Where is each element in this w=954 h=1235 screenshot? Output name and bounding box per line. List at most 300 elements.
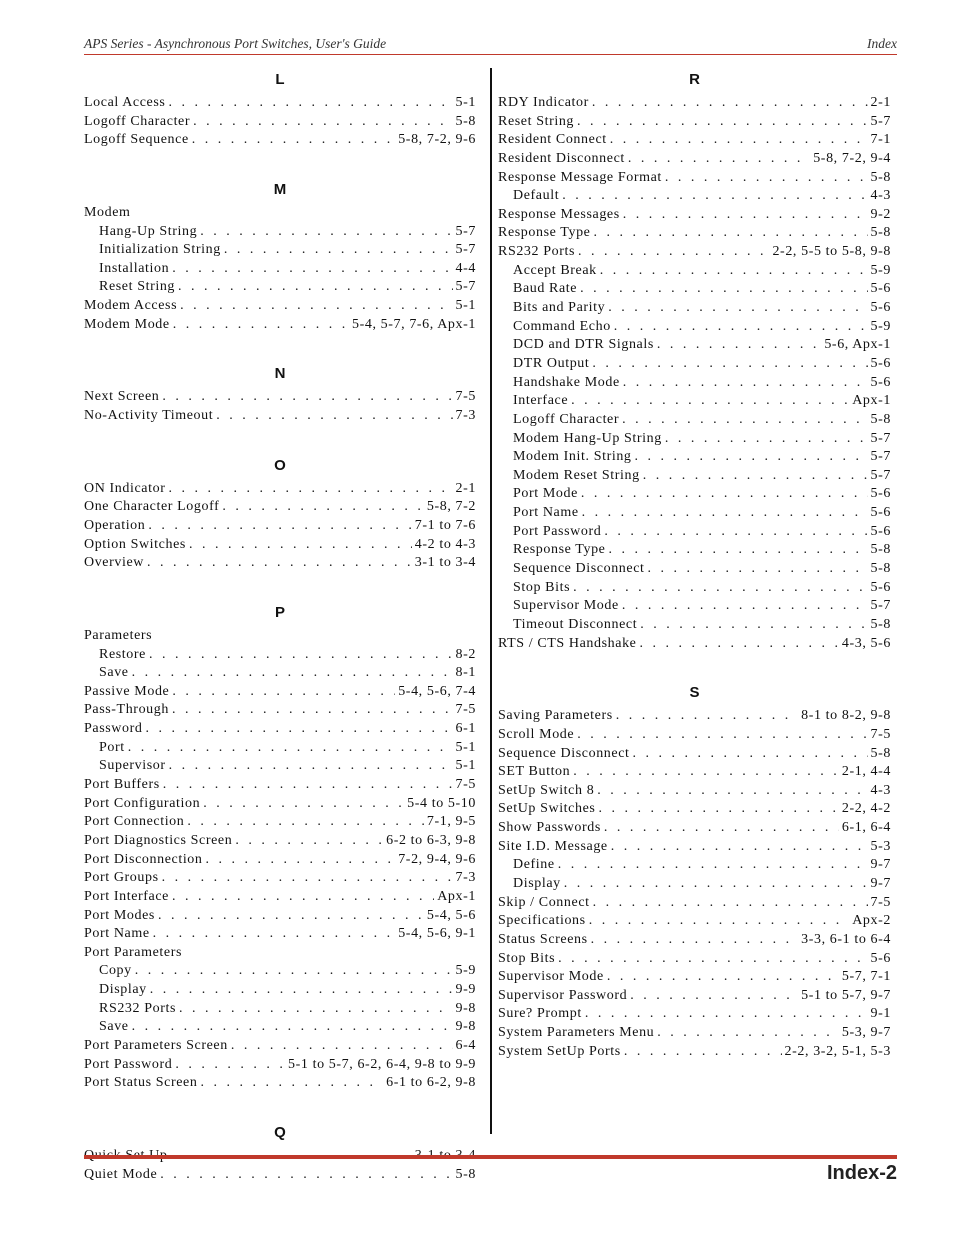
index-entry [498, 169, 891, 188]
dot-leader [607, 968, 839, 987]
index-entry [84, 480, 476, 499]
dot-leader [640, 635, 839, 654]
index-entry [498, 819, 891, 838]
dot-leader [628, 150, 810, 169]
entry-term: Port Connection [84, 814, 185, 830]
entry-pages: 5-6 [870, 505, 891, 521]
dot-leader [611, 838, 868, 857]
entry-term: Supervisor Mode [513, 598, 619, 614]
entry-pages: 4-2 to 4-3 [414, 536, 476, 552]
entry-term: DTR Output [513, 355, 590, 371]
index-subentry [84, 223, 476, 242]
section-letter: N [274, 365, 286, 383]
index-entry [84, 851, 476, 870]
index-entry [84, 131, 476, 150]
dot-leader [598, 800, 838, 819]
entry-pages: 7-5 [455, 702, 476, 718]
entry-term: Command Echo [513, 318, 611, 334]
index-column-left [84, 68, 476, 1184]
entry-pages: 3-1 to 3-4 [414, 555, 476, 571]
dot-leader [132, 1018, 453, 1037]
entry-term: Reset String [99, 279, 176, 295]
entry-term: Supervisor Mode [498, 969, 604, 985]
dot-leader [148, 517, 411, 536]
dot-leader [162, 869, 453, 888]
entry-pages: 5-8, 7-2, 9-6 [398, 132, 476, 148]
entry-pages: 5-4, 5-6 [426, 907, 476, 923]
entry-pages: 5-8, 7-2, 9-4 [813, 150, 891, 166]
section-letter: P [274, 603, 285, 621]
dot-leader [657, 1024, 839, 1043]
entry-term: SetUp Switches [498, 801, 596, 817]
entry-term: Status Screens [498, 931, 588, 947]
entry-term: Logoff Sequence [84, 132, 189, 148]
dot-leader [577, 113, 868, 132]
entry-term: Baud Rate [513, 281, 578, 297]
index-entry [498, 94, 891, 113]
dot-leader [153, 925, 396, 944]
entry-pages: 2-1 [870, 95, 891, 110]
entry-term: Interface [513, 393, 569, 409]
index-entry [84, 498, 476, 517]
dot-leader [616, 707, 798, 726]
entry-pages: 5-1 [455, 298, 476, 314]
entry-term: Sequence Disconnect [513, 561, 645, 577]
dot-leader [581, 485, 868, 504]
index-entry [498, 131, 891, 150]
entry-pages: 5-4 to 5-10 [407, 795, 476, 811]
entry-pages: 5-8 [455, 113, 476, 129]
entry-pages: 5-7, 7-1 [841, 969, 891, 985]
dot-leader [160, 1166, 452, 1185]
entry-pages: 5-8 [870, 225, 891, 241]
entry-pages: 5-1 [455, 758, 476, 774]
section-gap [84, 1093, 476, 1121]
dot-leader [235, 832, 383, 851]
entry-pages: 4-3 [870, 188, 891, 204]
entry-term: Port Interface [84, 888, 169, 904]
entry-pages: 5-8 [870, 169, 891, 185]
entry-term: Password [84, 721, 143, 737]
dot-leader [134, 204, 473, 223]
entry-term: Modem Access [84, 298, 178, 314]
dot-leader [571, 392, 849, 411]
index-subentry [498, 187, 891, 206]
index-entry [498, 635, 891, 654]
entry-term: Default [513, 188, 560, 204]
entry-term: Overview [84, 555, 145, 571]
index-subentry [84, 260, 476, 279]
dot-leader [200, 223, 452, 242]
entry-pages: 5-8 [870, 745, 891, 761]
index-entry [498, 950, 891, 969]
section-letter: R [689, 71, 700, 88]
entry-pages: 4-3, 5-6 [841, 635, 891, 651]
dot-leader [622, 597, 868, 616]
dot-leader [169, 757, 453, 776]
entry-pages: 5-1 to 5-7, 9-7 [801, 987, 891, 1003]
index-entry [498, 931, 891, 950]
page-number: Index-2 [826, 1162, 897, 1184]
index-entry [498, 745, 891, 764]
index-entry [84, 1037, 476, 1056]
dot-leader [600, 262, 868, 281]
entry-pages: 5-6 [870, 579, 891, 595]
entry-pages: 8-1 [455, 665, 476, 681]
entry-pages: 5-1 [455, 739, 476, 755]
index-entry [84, 869, 476, 888]
entry-pages: 5-7 [455, 242, 476, 258]
entry-term: Modem Init. String [513, 449, 632, 465]
index-entry [84, 907, 476, 926]
index-entry [84, 627, 476, 646]
index-entry [84, 776, 476, 795]
dot-leader [604, 819, 839, 838]
index-entry [84, 925, 476, 944]
entry-pages: 5-7 [870, 113, 891, 129]
entry-term: Supervisor Password [498, 987, 628, 1003]
dot-leader [175, 1056, 285, 1075]
footer-rule [84, 1155, 897, 1159]
entry-term: Port Configuration [84, 795, 201, 811]
entry-term: Modem [84, 204, 131, 220]
entry-term: Stop Bits [498, 950, 556, 966]
section-gap [84, 334, 476, 362]
entry-term: Passive Mode [84, 683, 170, 699]
entry-pages: 5-6 [870, 523, 891, 539]
page-header [84, 36, 897, 54]
index-subentry [498, 579, 891, 598]
entry-term: Stop Bits [513, 579, 571, 595]
entry-pages: 5-7 [455, 223, 476, 239]
column-divider [490, 68, 492, 1134]
entry-term: Resident Disconnect [498, 150, 625, 166]
entry-pages: 7-3 [455, 408, 476, 424]
entry-term: Port Name [84, 926, 150, 942]
entry-term: Port Disconnection [84, 851, 203, 867]
entry-pages: 7-1, 9-5 [426, 814, 476, 830]
entry-pages: 5-6 [870, 281, 891, 297]
entry-term: Scroll Mode [498, 726, 575, 742]
entry-term: Port [99, 739, 125, 755]
index-entry [498, 150, 891, 169]
dot-leader [150, 981, 453, 1000]
entry-pages: 5-4, 5-6, 7-4 [398, 683, 476, 699]
entry-term: RS232 Ports [498, 244, 576, 260]
dot-leader [158, 907, 424, 926]
entry-pages: 9-8 [455, 1019, 476, 1035]
dot-leader [623, 374, 868, 393]
index-entry [498, 782, 891, 801]
dot-leader [132, 664, 453, 683]
entry-term: Response Type [513, 542, 606, 558]
entry-pages: 3-3, 6-1 to 6-4 [801, 931, 891, 947]
entry-term: Saving Parameters [498, 708, 613, 724]
entry-term: Local Access [84, 95, 166, 110]
entry-pages: Apx-1 [852, 393, 891, 409]
entry-pages: 5-6 [870, 300, 891, 316]
dot-leader [623, 206, 868, 225]
entry-term: Skip / Connect [498, 894, 590, 910]
entry-pages: 9-7 [870, 857, 891, 873]
entry-pages: 4-4 [455, 260, 476, 276]
entry-term: Port Parameters [84, 944, 183, 960]
entry-term: Response Type [498, 225, 591, 241]
dot-leader [558, 856, 868, 875]
entry-term: DCD and DTR Signals [513, 337, 654, 353]
entry-term: Hang-Up String [99, 223, 198, 239]
entry-term: Logoff Character [513, 411, 620, 427]
entry-pages: 5-6 [870, 950, 891, 966]
entry-term: Save [99, 665, 129, 681]
dot-leader [582, 504, 868, 523]
entry-term: Port Password [84, 1056, 173, 1072]
dot-leader [593, 894, 868, 913]
entry-term: Port Parameters Screen [84, 1037, 228, 1053]
index-entry [84, 113, 476, 132]
index-subentry [498, 485, 891, 504]
entry-pages: 5-9 [870, 262, 891, 278]
section-gap [84, 573, 476, 601]
entry-pages: 7-2, 9-4, 9-6 [398, 851, 476, 867]
entry-pages: 5-8, 7-2 [426, 499, 476, 515]
index-subentry [498, 392, 891, 411]
dot-leader [206, 851, 396, 870]
entry-term: Site I.D. Message [498, 838, 608, 854]
dot-leader [592, 355, 867, 374]
section-gap [84, 150, 476, 178]
index-subentry [498, 411, 891, 430]
index-entry [498, 838, 891, 857]
index-subentry [84, 646, 476, 665]
index-subentry [498, 523, 891, 542]
header-rule [84, 54, 897, 55]
dot-leader [168, 94, 452, 113]
entry-pages: 5-4, 5-6, 9-1 [398, 926, 476, 942]
index-entry [498, 1005, 891, 1024]
dot-leader [189, 536, 412, 555]
dot-leader [665, 430, 868, 449]
entry-term: Resident Connect [498, 132, 607, 148]
index-subentry [498, 299, 891, 318]
dot-leader [200, 1074, 383, 1093]
dot-leader [172, 260, 452, 279]
index-subentry [498, 374, 891, 393]
dot-leader [608, 299, 867, 318]
index-subentry [84, 981, 476, 1000]
entry-pages: 6-2 to 6-3, 9-8 [386, 832, 476, 848]
entry-term: Show Passwords [498, 820, 601, 836]
entry-term: No-Activity Timeout [84, 408, 214, 424]
entry-term: Save [99, 1019, 129, 1035]
entry-pages: 2-2, 5-5 to 5-8, 9-8 [772, 244, 891, 260]
dot-leader [224, 241, 453, 260]
entry-term: ON Indicator [84, 480, 166, 496]
index-subentry [498, 616, 891, 635]
dot-leader [564, 875, 868, 894]
dot-leader [187, 813, 423, 832]
entry-pages: 9-7 [870, 875, 891, 891]
index-subentry [498, 318, 891, 337]
dot-leader [193, 113, 452, 132]
entry-pages: 6-1, 6-4 [841, 820, 891, 836]
entry-pages: 5-8 [455, 1166, 476, 1182]
index-entry [84, 683, 476, 702]
dot-leader [192, 131, 395, 150]
index-entry [498, 224, 891, 243]
dot-leader [657, 336, 821, 355]
entry-pages: 4-3 [870, 782, 891, 798]
index-subentry [498, 467, 891, 486]
dot-leader [149, 646, 453, 665]
dot-leader [577, 726, 867, 745]
dot-leader [562, 187, 867, 206]
dot-leader [162, 388, 452, 407]
dot-leader [609, 541, 868, 560]
index-subentry [84, 1000, 476, 1019]
entry-pages: 8-2 [455, 646, 476, 662]
dot-leader [633, 745, 868, 764]
dot-leader [178, 278, 453, 297]
entry-pages: 5-8 [870, 616, 891, 632]
entry-term: Installation [99, 260, 170, 276]
dot-leader [163, 776, 453, 795]
dot-leader [172, 701, 453, 720]
entry-pages: 5-6, Apx-1 [824, 337, 891, 353]
entry-term: System SetUp Ports [498, 1043, 621, 1059]
entry-pages: 7-5 [455, 389, 476, 405]
index-subentry [498, 448, 891, 467]
section-letter: M [273, 180, 287, 198]
entry-term: Port Status Screen [84, 1075, 198, 1091]
entry-term: Modem Reset String [513, 467, 640, 483]
index-subentry [498, 541, 891, 560]
document-title: APS Series - Asynchronous Port Switches, User's Guide [84, 36, 387, 51]
index-entry [84, 1166, 476, 1185]
index-subentry [498, 560, 891, 579]
index-subentry [498, 280, 891, 299]
dot-leader [147, 554, 412, 573]
entry-pages: 5-7 [870, 449, 891, 465]
dot-leader [578, 243, 769, 262]
entry-term: Response Message Format [498, 169, 662, 185]
entry-pages: 7-1 [870, 132, 891, 148]
index-subentry [84, 241, 476, 260]
dot-leader [222, 498, 424, 517]
index-entry [84, 944, 476, 963]
dot-leader [179, 1000, 453, 1019]
section-gap [84, 426, 476, 454]
dot-leader [168, 480, 452, 499]
index-entry [498, 1024, 891, 1043]
entry-term: Restore [99, 646, 146, 662]
dot-leader [597, 782, 867, 801]
dot-leader [173, 316, 349, 335]
entry-term: Port Diagnostics Screen [84, 832, 233, 848]
index-entry [84, 517, 476, 536]
dot-leader [635, 448, 868, 467]
entry-pages: 5-7 [870, 430, 891, 446]
index-subentry [498, 504, 891, 523]
entry-term: Bits and Parity [513, 300, 606, 316]
index-entry [84, 554, 476, 573]
dot-leader [643, 467, 868, 486]
entry-pages: 5-6 [870, 486, 891, 502]
entry-term: Sure? Prompt [498, 1006, 582, 1022]
index-entry [84, 795, 476, 814]
dot-leader [155, 627, 473, 646]
entry-pages: 9-1 [870, 1006, 891, 1022]
index-entry [84, 388, 476, 407]
entry-pages: 5-9 [870, 318, 891, 334]
index-entry [498, 726, 891, 745]
entry-pages: 5-9 [455, 963, 476, 979]
entry-term: Port Buffers [84, 777, 160, 793]
section-letter: S [689, 684, 700, 702]
entry-term: SET Button [498, 764, 571, 780]
entry-pages: 6-1 to 6-2, 9-8 [386, 1075, 476, 1091]
dot-leader [585, 1005, 868, 1024]
entry-pages: Apx-2 [852, 913, 891, 929]
index-subentry [84, 962, 476, 981]
index-subentry [498, 355, 891, 374]
dot-leader [594, 224, 868, 243]
entry-term: Accept Break [513, 262, 597, 278]
entry-pages: 9-2 [870, 206, 891, 222]
index-entry [498, 987, 891, 1006]
index-subentry [84, 757, 476, 776]
dot-leader [665, 169, 868, 188]
entry-pages: 7-5 [870, 726, 891, 742]
entry-pages: 5-4, 5-7, 7-6, Apx-1 [352, 316, 476, 332]
entry-pages: 7-5 [455, 777, 476, 793]
entry-pages: 7-5 [870, 894, 891, 910]
entry-pages: 9-9 [455, 982, 476, 998]
entry-term: Parameters [84, 627, 153, 643]
entry-pages: Apx-1 [437, 888, 476, 904]
entry-term: Port Mode [513, 486, 578, 502]
index-entry [84, 94, 476, 113]
dot-leader [630, 987, 798, 1006]
entry-pages: 5-7 [455, 279, 476, 295]
entry-pages: 2-1 [455, 480, 476, 496]
dot-leader [573, 763, 839, 782]
index-entry [84, 316, 476, 335]
index-entry [498, 243, 891, 262]
dot-leader [203, 795, 404, 814]
index-entry [498, 763, 891, 782]
index-entry [498, 1043, 891, 1062]
index-subentry [498, 262, 891, 281]
entry-term: Timeout Disconnect [513, 616, 638, 632]
entry-pages: 5-6 [870, 374, 891, 390]
index-entry [84, 1056, 476, 1075]
entry-pages: 5-1 [455, 95, 476, 110]
dot-leader [592, 94, 868, 113]
entry-term: Display [513, 875, 561, 891]
index-subentry [84, 278, 476, 297]
index-entry [84, 407, 476, 426]
index-entry [84, 832, 476, 851]
dot-leader [558, 950, 867, 969]
index-entry [84, 888, 476, 907]
entry-pages: 2-2, 4-2 [841, 801, 891, 817]
index-entry [498, 206, 891, 225]
dot-leader [145, 720, 452, 739]
section-letter: O [274, 456, 286, 474]
dot-leader [589, 912, 850, 931]
entry-pages: 9-8 [455, 1000, 476, 1016]
